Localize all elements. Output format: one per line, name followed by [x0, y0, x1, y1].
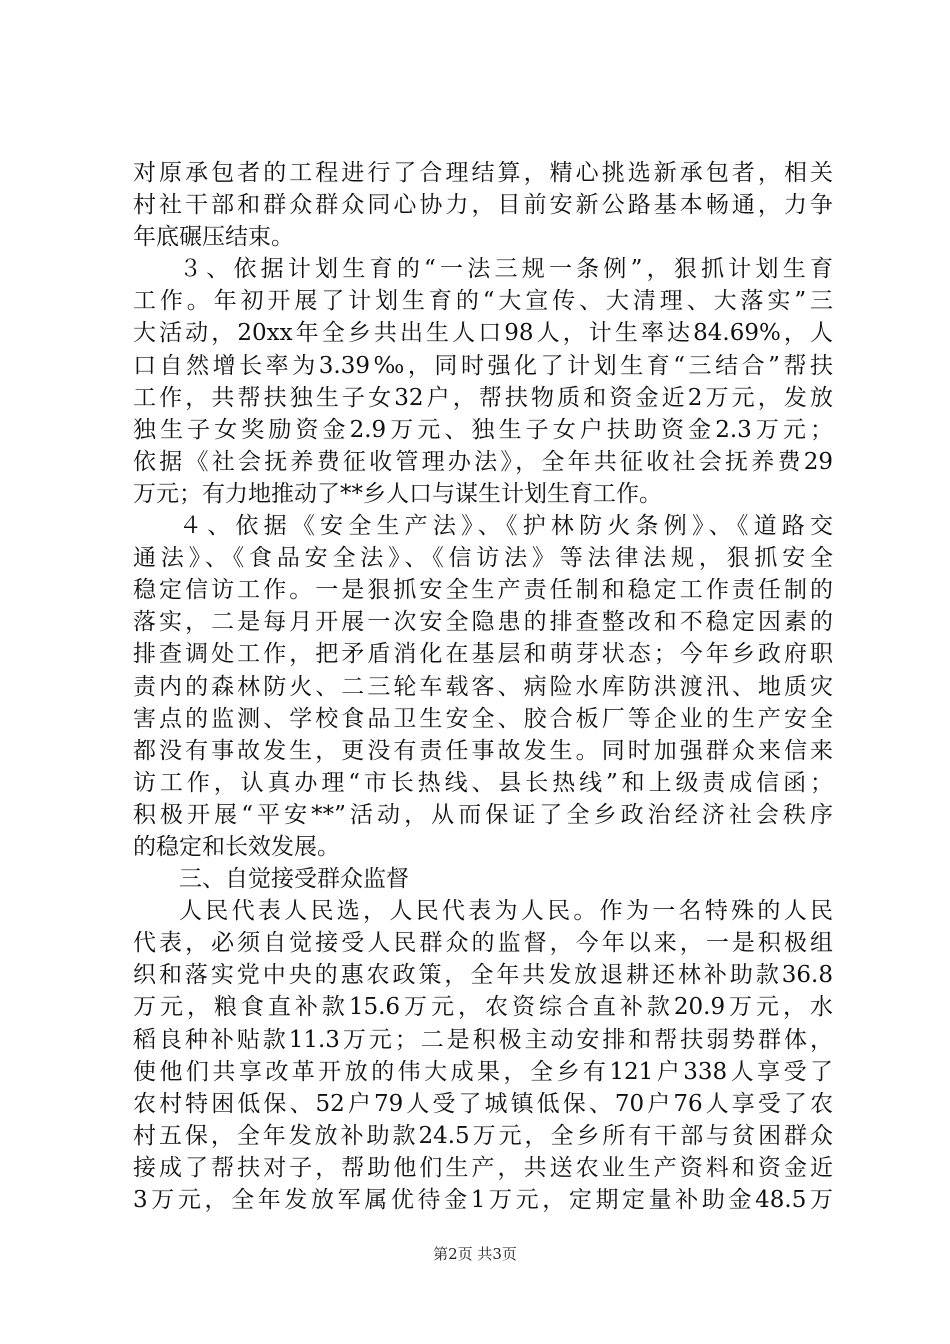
text-line: 稻良种补贴款11.3万元；二是积极主动安排和帮扶弱势群体，	[133, 1026, 833, 1053]
text-line: 万元，粮食直补款15.6万元，农资综合直补款20.9万元，水	[133, 994, 833, 1021]
text-line: 年底碾压结束。	[133, 224, 294, 251]
text-line: 落实，二是每月开展一次安全隐患的排查整改和不稳定因素的	[133, 609, 833, 636]
text-line: 害点的监测、学校食品卫生安全、胶合板厂等企业的生产安全	[133, 705, 833, 732]
text-line: 工作。年初开展了计划生育的“大宣传、大清理、大落实”三	[133, 288, 833, 315]
text-line: 使他们共享改革开放的伟大成果，全乡有121户338人享受了	[133, 1058, 833, 1085]
page-footer: 第2页 共3页	[433, 1245, 517, 1263]
text-line: 独生子女奖励资金2.9万元、独生子女户扶助资金2.3万元；	[133, 416, 833, 443]
text-line: 大活动，20xx年全乡共出生人口98人，计生率达84.69%，人	[133, 320, 833, 347]
text-line: 村社干部和群众群众同心协力，目前安新公路基本畅通，力争	[133, 192, 833, 219]
text-line: 村五保，全年发放补助款24.5万元，全乡所有干部与贫困群众	[133, 1122, 833, 1149]
text-line: 访工作，认真办理“市长热线、县长热线”和上级责成信函；	[133, 769, 833, 796]
text-line: 排查调处工作，把矛盾消化在基层和萌芽状态；今年乡政府职	[133, 641, 833, 668]
text-line: 责内的森林防火、二三轮车载客、病险水库防洪渡汛、地质灾	[133, 673, 833, 700]
text-line: 接成了帮扶对子，帮助他们生产，共送农业生产资料和资金近	[133, 1154, 833, 1181]
text-line: 万元；有力地推动了**乡人口与谋生计划生育工作。	[133, 480, 662, 507]
text-line: 口自然增长率为3.39‰，同时强化了计划生育“三结合”帮扶	[133, 352, 833, 379]
document-body	[133, 157, 833, 1216]
text-line: ４、依据《安全生产法》、《护林防火条例》、《道路交	[179, 513, 833, 540]
text-line: 的稳定和长效发展。	[133, 833, 340, 860]
text-line: ３、依据计划生育的“一法三规一条例”，狠抓计划生育	[179, 256, 833, 283]
text-line: 代表，必须自觉接受人民群众的监督，今年以来，一是积极组	[133, 930, 833, 957]
text-line: 依据《社会抚养费征收管理办法》，全年共征收社会抚养费29	[133, 448, 833, 475]
text-line: 工作，共帮扶独生子女32户，帮扶物质和资金近2万元，发放	[133, 384, 833, 411]
text-line: 农村特困低保、52户79人受了城镇低保、70户76人享受了农	[133, 1090, 833, 1117]
text-line: 织和落实党中央的惠农政策，全年共发放退耕还林补助款36.8	[133, 962, 833, 989]
text-line: 三、自觉接受群众监督	[179, 866, 409, 893]
text-line: 人民代表人民选，人民代表为人民。作为一名特殊的人民	[179, 898, 833, 925]
text-line: 对原承包者的工程进行了合理结算，精心挑选新承包者，相关	[133, 160, 833, 186]
text-line: 稳定信访工作。一是狠抓安全生产责任制和稳定工作责任制的	[133, 577, 833, 604]
text-line: 通法》、《食品安全法》、《信访法》等法律法规，狠抓安全	[133, 545, 833, 572]
text-line: 积极开展“平安**”活动，从而保证了全乡政治经济社会秩序	[133, 801, 833, 828]
text-line: 3万元，全年发放军属优待金1万元，定期定量补助金48.5万	[133, 1187, 833, 1213]
text-line: 都没有事故发生，更没有责任事故发生。同时加强群众来信来	[133, 737, 833, 764]
